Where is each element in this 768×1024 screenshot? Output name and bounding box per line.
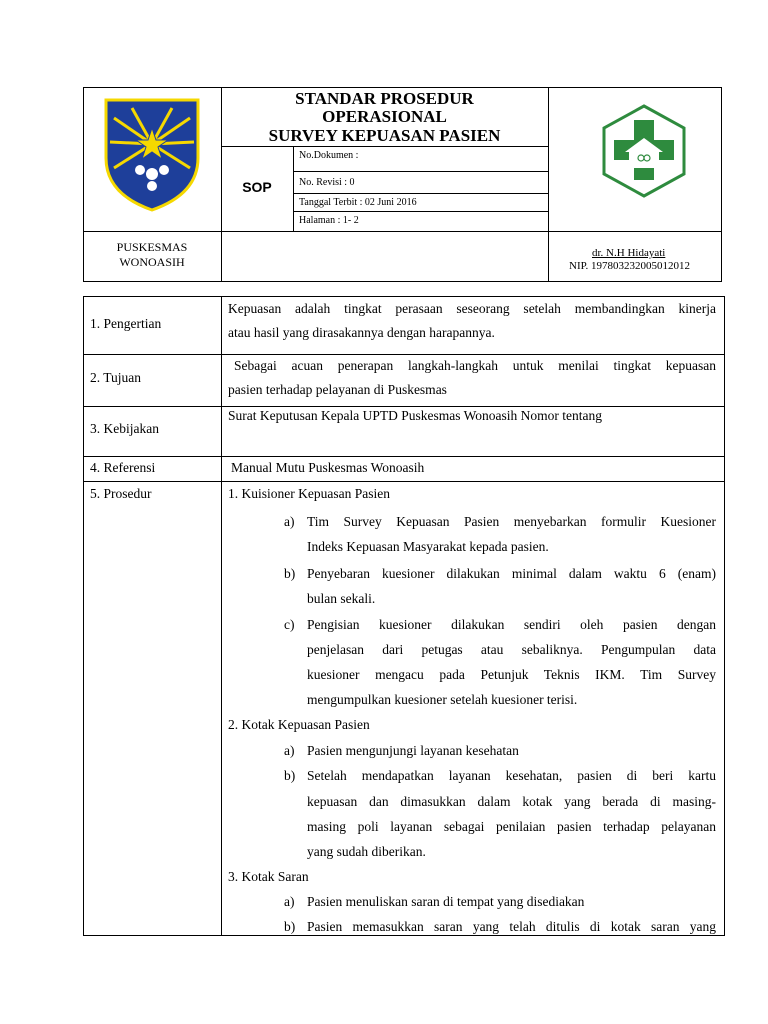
title-line-1: STANDAR PROSEDUR (295, 89, 474, 108)
prosedur-heading-2: 2. Kotak Kepuasan Pasien (228, 717, 370, 732)
item-2a-marker: a) (284, 743, 295, 758)
item-1c-marker: c) (284, 617, 295, 632)
item-2b-line-2: kepuasan dan dimasukkan dalam kotak yang berada di masing- (307, 794, 716, 809)
regency-shield-logo (104, 98, 200, 212)
label-referensi: 4. Referensi (90, 460, 156, 475)
tujuan-line-1: Sebagai acuan penerapan langkah-langkah untuk menilai tingkat kepuasan (234, 358, 716, 373)
item-1a-line-1: Tim Survey Kepuasan Pasien menyebarkan formulir Kuesioner (307, 514, 716, 529)
item-1b-line-1: Penyebaran kuesioner dilakukan minimal dalam waktu 6 (enam) (307, 566, 716, 581)
item-1b-line-2: bulan sekali. (307, 591, 376, 606)
title-line-2: OPERASIONAL (322, 107, 447, 126)
label-tujuan: 2. Tujuan (90, 370, 142, 385)
label-pengertian: 1. Pengertian (90, 316, 162, 331)
tujuan-line-2: pasien terhadap pelayanan di Puskesmas (228, 382, 447, 397)
referensi-line-1: Manual Mutu Puskesmas Wonoasih (231, 460, 425, 475)
signatory-nip: NIP. 197803232005012012 (569, 260, 691, 272)
pengertian-line-1: Kepuasan adalah tingkat perasaan seseorang setelah membandingkan kinerja (228, 301, 716, 316)
item-2a-line-1: Pasien mengunjungi layanan kesehatan (307, 743, 519, 758)
label-kebijakan: 3. Kebijakan (90, 421, 159, 436)
item-1a-line-2: Indeks Kepuasan Masyarakat kepada pasien. (307, 539, 549, 554)
label-prosedur: 5. Prosedur (90, 486, 152, 501)
revision-field: No. Revisi : 0 (299, 177, 355, 188)
item-2b-marker: b) (284, 768, 296, 783)
signatory-name: dr. N.H Hidayati (592, 247, 666, 259)
item-2b-line-3: masing poli layanan sebagai penilaian pasien terhadap pelayanan (307, 819, 716, 834)
kebijakan-line-1: Surat Keputusan Kepala UPTD Puskesmas Wonoasih Nomor tentang (228, 408, 602, 423)
institution-line-1: PUSKESMAS (116, 240, 188, 254)
item-3b-line-1: Pasien memasukkan saran yang telah ditulis di kotak saran yang (307, 919, 716, 934)
item-1c-line-1: Pengisian kuesioner dilakukan sendiri oleh pasien dengan (307, 617, 716, 632)
item-3b-marker: b) (284, 919, 296, 934)
item-1c-line-4: mengumpulkan kuesioner setelah kuesioner terisi. (307, 692, 578, 707)
issue-date-field: Tanggal Terbit : 02 Juni 2016 (299, 197, 417, 208)
doc-number-field: No.Dokumen : (299, 150, 359, 161)
institution-line-2: WONOASIH (119, 255, 185, 269)
item-1b-marker: b) (284, 566, 296, 581)
page-field: Halaman : 1- 2 (299, 215, 359, 226)
item-1c-line-3: kuesioner mengacu pada Petunjuk Teknis IKM. Tim Survey (307, 667, 716, 682)
puskesmas-cross-logo (601, 104, 687, 198)
sop-label: SOP (242, 179, 272, 195)
item-3a-line-1: Pasien menuliskan saran di tempat yang disediakan (307, 894, 585, 909)
pengertian-line-2: atau hasil yang dirasakannya dengan harapannya. (228, 325, 495, 340)
item-3a-marker: a) (284, 894, 295, 909)
item-1a-marker: a) (284, 514, 295, 529)
prosedur-heading-3: 3. Kotak Saran (228, 869, 309, 884)
item-2b-line-1: Setelah mendapatkan layanan kesehatan, pasien di beri kartu (307, 768, 716, 783)
item-2b-line-4: yang sudah diberikan. (307, 844, 426, 859)
item-1c-line-2: penjelasan dari petugas atau sebaliknya. Pengumpulan data (307, 642, 716, 657)
prosedur-heading-1: 1. Kuisioner Kepuasan Pasien (228, 486, 390, 501)
title-line-3: SURVEY KEPUASAN PASIEN (268, 126, 501, 145)
